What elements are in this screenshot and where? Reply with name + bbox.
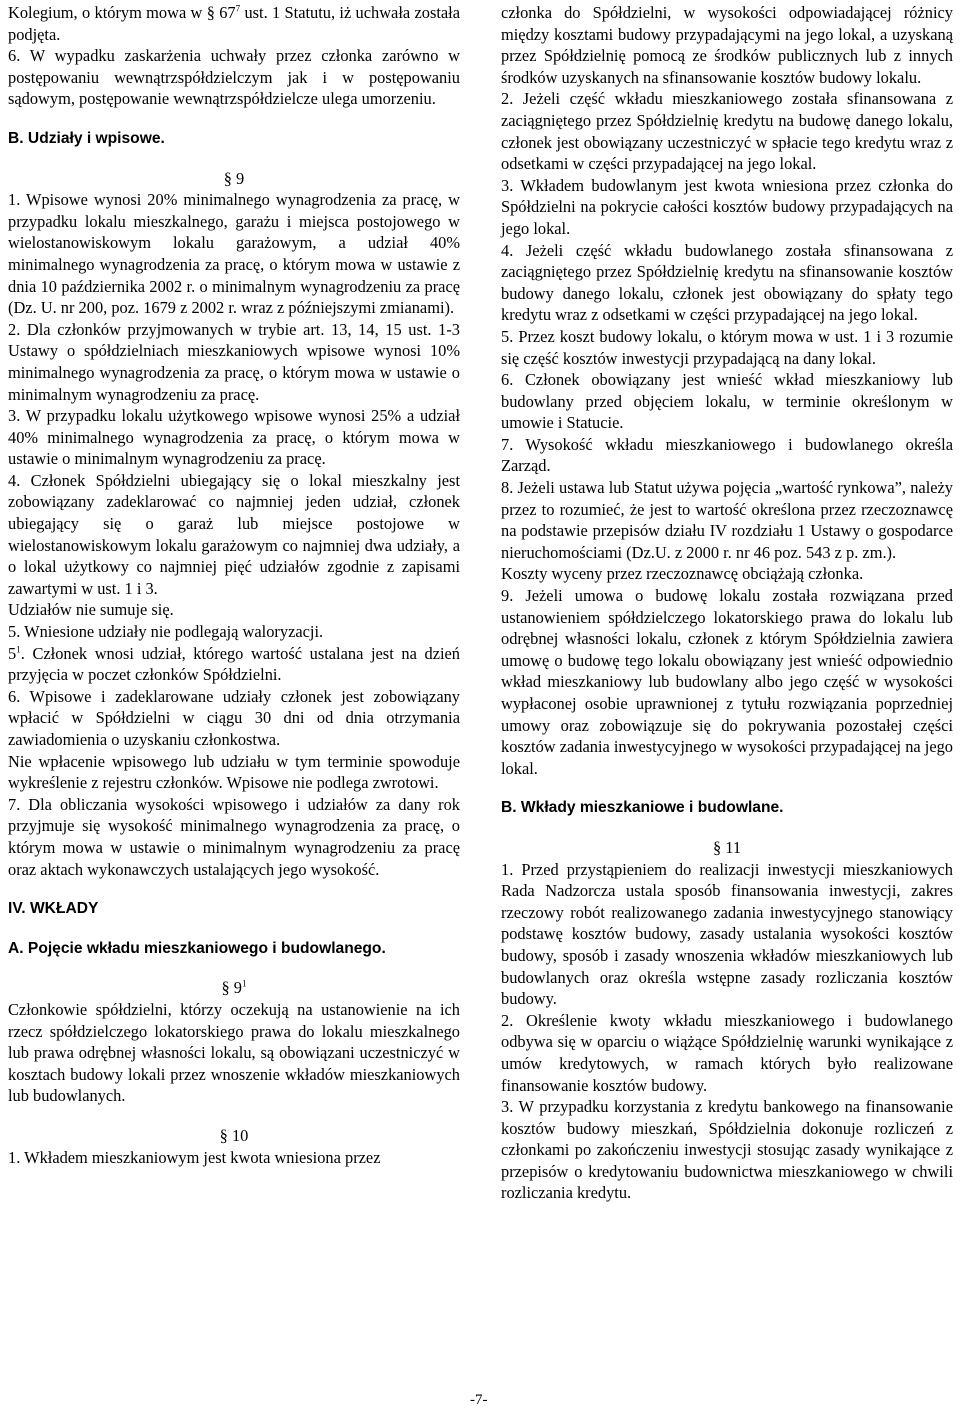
heading-a-concept: A. Pojęcie wkładu mieszkaniowego i budowlanego. <box>8 939 386 957</box>
superscript: 1 <box>242 978 247 989</box>
right-column <box>501 2 953 1204</box>
section-11-item-1: 1. Przed przystąpieniem do realizacji inwestycji mieszkaniowych Rada Nadzorcza ustala sposób finansowania inwestycji, zakres rzeczowy robót realizowanego zadania inwestycyjnego stanowiący podstawę kosztów budowy, zasady ustalania wysokości kosztów budowy, sposób i zasady wnoszenia wkładów mieszkaniowych lub budowlanych oraz określa wstępne zasady rozliczania kosztów budowy. <box>501 859 953 1009</box>
section-11-title: § 11 <box>712 837 742 857</box>
continued-text-rest: ust. 1 Statutu, iż uchwała została podjęta. <box>8 3 460 44</box>
section-9-item-4-note: Udziałów nie sumuje się. <box>8 600 174 620</box>
section-9-item-7: 7. Dla obliczania wysokości wpisowego i udziałów za dany rok przyjmuje się wysokość minimalnego wynagrodzenia za pracę, o którym mowa w ustawie o minimalnym wynagrodzeniu za pracę oraz aktach wykonawczych ustalających jego wysokość. <box>8 794 460 879</box>
heading-b-shares: B. Udziały i wpisowe. <box>8 129 165 147</box>
section-10-item-1-cont: członka do Spółdzielni, w wysokości odpowiadającej różnicy między kosztami budowy przypadającymi na jego lokal, a uzyskaną przez Spółdzielnię pomocą ze środków publicznych lub z innych środków uzyskanych na sfinansowanie kosztów budowy lokalu. <box>501 3 953 87</box>
section-9-item-4: 4. Członek Spółdzielni ubiegający się o lokal mieszkalny jest zobowiązany zadeklarować co najmniej jeden udział, członek ubiegający się o garaż lub miejsce postojowe w wielostanowiskowym lokalu garażowym co najmniej dwa udziały, a o lokal użytkowy co najmniej pięć udziałów zgodnie z zapisami zawartymi w ust. 1 i 3. <box>8 470 460 598</box>
section-9-item-6: 6. Wpisowe i zadeklarowane udziały członek jest zobowiązany wpłacić w Spółdzielni w ciągu 30 dni od dnia otrzymania zawiadomienia o uzyskaniu członkostwa. <box>8 686 460 749</box>
section-10-item-7: 7. Wysokość wkładu mieszkaniowego i budowlanego określa Zarząd. <box>501 434 953 476</box>
left-column <box>8 2 460 1168</box>
section-10-item-8: 8. Jeżeli ustawa lub Statut używa pojęcia „wartość rynkowa”, należy przez to rozumieć, że jest to wartość określona przez rzeczoznawcę na podstawie przepisów działu IV rozdziału 1 Ustawy o gospodarce nieruchomościami (Dz.U. z 2000 r. nr 46 poz. 543 z p. zm.). <box>501 478 953 562</box>
section-10-item-6: 6. Członek obowiązany jest wnieść wkład mieszkaniowy lub budowlany przed objęciem lokalu, w terminie określonym w umowie i Statucie. <box>501 370 953 433</box>
section-11-item-3: 3. W przypadku korzystania z kredytu bankowego na finansowanie kosztów budowy mieszkań, Spółdzielnia dokonuje rozliczeń z członkami po zakończeniu inwestycji stosując zasady wynikające z przepisów o kredytowaniu budownictwa mieszkaniowego w chwili rozliczania kredytu. <box>501 1097 953 1203</box>
section-9-item-3: 3. W przypadku lokalu użytkowego wpisowe wynosi 25% a udział 40% minimalnego wynagrodzenia za pracę, o którym mowa w ustawie o minimalnym wynagrodzeniu za pracę. <box>8 406 460 469</box>
heading-iv-contributions: IV. WKŁADY <box>8 900 99 918</box>
item-number: 5 <box>8 643 17 663</box>
section-10-item-8-note: Koszty wyceny przez rzeczoznawcę obciążają członka. <box>501 564 864 584</box>
section-10-item-2: 2. Jeżeli część wkładu mieszkaniowego została sfinansowana z zaciągniętego przez Spółdzielnię kredytu na budowę danego lokalu, członek jest obowiązany uczestniczyć w spłacie tego kredytu wraz z odsetkami w części przypadającej na jego lokal. <box>501 89 953 174</box>
page-number: -7- <box>470 1392 488 1408</box>
continued-paragraph <box>8 2 460 45</box>
continued-text: Kolegium, o którym mowa w § 67 <box>8 3 236 22</box>
section-10-item-5: 5. Przez koszt budowy lokalu, o którym mowa w ust. 1 i 3 rozumie się część kosztów inwestycji przypadającą na dany lokal. <box>501 326 953 368</box>
section-9-1-text: Członkowie spółdzielni, którzy oczekują na ustanowienie na ich rzecz spółdzielczego lokatorskiego prawa do lokalu mieszkalnego lub prawa odrębnej własności lokalu, są obowiązani uczestniczyć w kosztach budowy lokali przez wnoszenie wkładów mieszkaniowych lub budowlanych. <box>8 999 460 1106</box>
paragraph-6: 6. W wypadku zaskarżenia uchwały przez członka zarówno w postępowaniu wewnątrzspółdzielczym jak i w postępowaniu sądowym, postępowanie wewnątrzspółdzielcze ulega umorzeniu. <box>8 46 460 109</box>
section-sign: § 9 <box>221 978 242 998</box>
item-text: . Członek wnosi udział, którego wartość ustalana jest na dzień przyjęcia w poczet członków Spółdzielni. <box>8 643 460 685</box>
section-9-1-title <box>8 977 460 999</box>
section-11-item-2: 2. Określenie kwoty wkładu mieszkaniowego i budowlanego odbywa się w oparciu o wiążące Spółdzielnię warunki wynikające z umów kredytowych, w ramach których było realizowane finansowanie kosztów budowy. <box>501 1010 953 1095</box>
section-9-item-6-note: Nie wpłacenie wpisowego lub udziału w tym terminie spowoduje wykreślenie z rejestru członków. Wpisowe nie podlega zwrotowi. <box>8 751 460 793</box>
section-9-title: § 9 <box>223 168 245 188</box>
section-10-item-9: 9. Jeżeli umowa o budowę lokalu została rozwiązana przed ustanowieniem spółdzielczego lokatorskiego prawa do lokalu lub odrębnej własności lokalu, członek z którym Spółdzielnia zawiera umowę o budowę tego lokalu obowiązany jest wnieść odpowiednio wkład mieszkaniowy lub budowlany albo jego część w wysokości wypłaconej osobie uprawnionej z tytułu rozwiązania poprzedniej umowy oraz zobowiązuje się do pokrywania pozostałej części kosztów zadania inwestycyjnego w wysokości przypadającej na jego lokal. <box>501 586 953 778</box>
superscript: 1 <box>16 644 21 655</box>
section-10-item-3: 3. Wkładem budowlanym jest kwota wniesiona przez członka do Spółdzielni na pokrycie całości kosztów budowy przypadających na jego lokal. <box>501 175 953 238</box>
superscript: 7 <box>235 3 241 14</box>
section-9-item-1: 1. Wpisowe wynosi 20% minimalnego wynagrodzenia za pracę, w przypadku lokalu mieszkalnego, garażu i miejsca postojowego w wielostanowiskowym lokalu garażowym, a udział 40% minimalnego wynagrodzenia za pracę, o którym mowa w ustawie z dnia 10 października 2002 r. o minimalnym wynagrodzeniu za pracę (Dz. U. nr 200, poz. 1679 z 2002 r. wraz z późniejszymi zmianami). <box>8 190 460 318</box>
section-10-item-4: 4. Jeżeli część wkładu budowlanego została sfinansowana z zaciągniętego przez Spółdzielnię kredytu na sfinansowanie kosztów budowy danego lokalu, członek jest obowiązany do spłaty tego kredytu wraz z odsetkami w części przypadającej na jego lokal. <box>501 240 953 325</box>
section-10-item-1-start: 1. Wkładem mieszkaniowym jest kwota wniesiona przez <box>8 1147 381 1167</box>
section-9-item-2: 2. Dla członków przyjmowanych w trybie art. 13, 14, 15 ust. 1-3 Ustawy o spółdzielniach mieszkaniowych wpisowe wynosi 10% minimalnego wynagrodzenia za pracę, o którym mowa w ustawie o minimalnym wynagrodzeniu za pracę. <box>8 319 460 404</box>
section-9-item-5: 5. Wniesione udziały nie podlegają waloryzacji. <box>8 622 324 642</box>
section-10-title: § 10 <box>219 1125 249 1145</box>
section-9-item-5-1 <box>8 643 460 686</box>
heading-b-contributions: B. Wkłady mieszkaniowe i budowlane. <box>501 799 784 817</box>
